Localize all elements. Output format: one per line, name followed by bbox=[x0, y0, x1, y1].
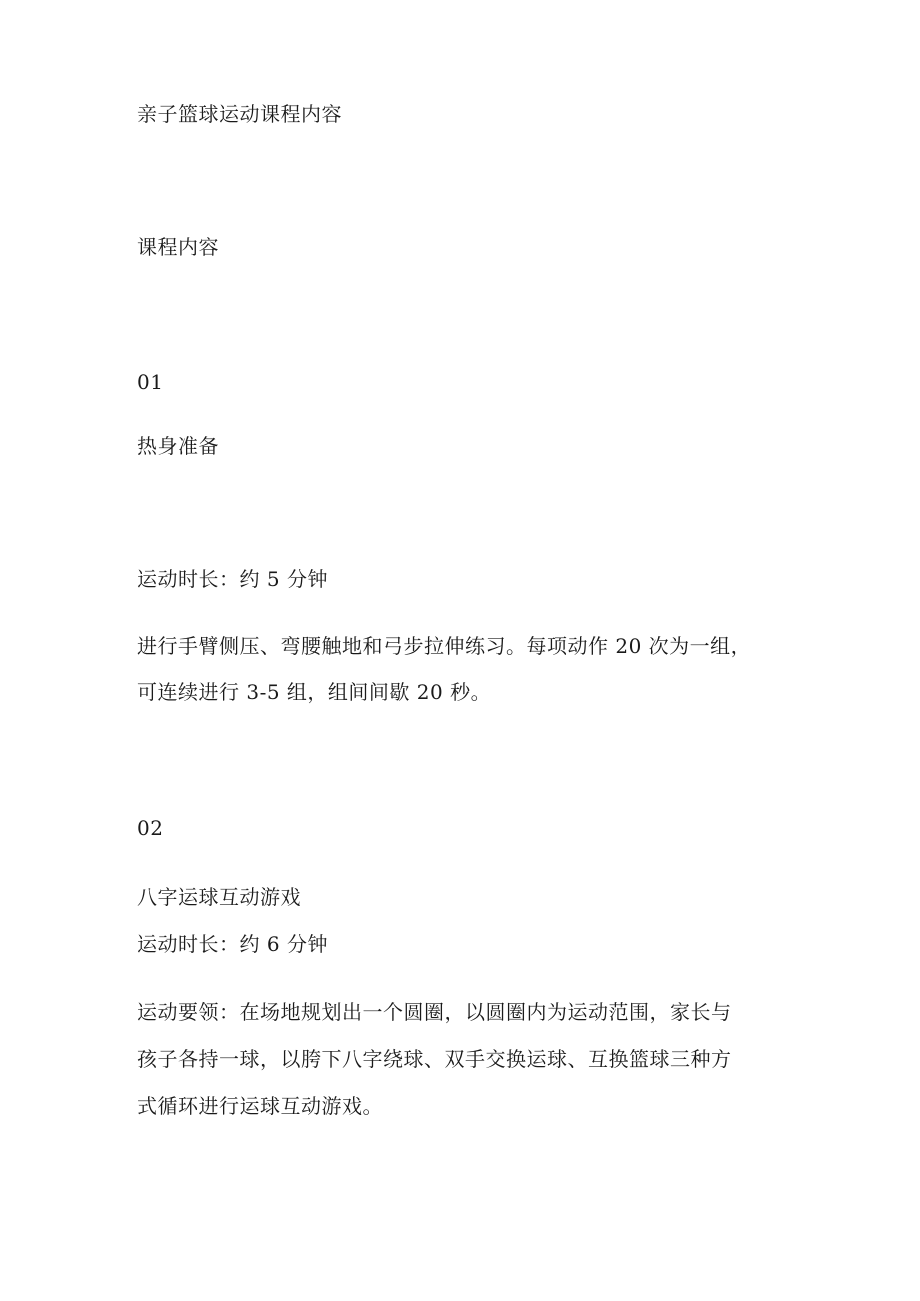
section-1-body-line: 可连续进行 3-5 组，组间间歇 20 秒。 bbox=[137, 680, 492, 704]
section-2-body bbox=[137, 1000, 787, 1118]
section-2-name: 八字运球互动游戏 bbox=[137, 885, 301, 909]
section-1-duration: 运动时长：约 5 分钟 bbox=[137, 567, 328, 591]
section-heading: 课程内容 bbox=[137, 235, 219, 259]
section-2-number: 02 bbox=[137, 816, 164, 840]
section-2-body-line: 孩子各持一球，以胯下八字绕球、双手交换运球、互换篮球三种方 bbox=[137, 1047, 732, 1071]
section-2-body-line: 运动要领：在场地规划出一个圆圈，以圆圈内为运动范围，家长与 bbox=[137, 1000, 732, 1024]
section-2-duration: 运动时长：约 6 分钟 bbox=[137, 932, 328, 956]
section-2-body-line: 式循环进行运球互动游戏。 bbox=[137, 1094, 383, 1118]
section-1-body bbox=[137, 634, 787, 704]
section-1-name: 热身准备 bbox=[137, 434, 219, 458]
section-1-number: 01 bbox=[137, 370, 164, 394]
document-title: 亲子篮球运动课程内容 bbox=[137, 102, 342, 126]
section-1-body-line: 进行手臂侧压、弯腰触地和弓步拉伸练习。每项动作 20 次为一组， bbox=[137, 634, 752, 658]
